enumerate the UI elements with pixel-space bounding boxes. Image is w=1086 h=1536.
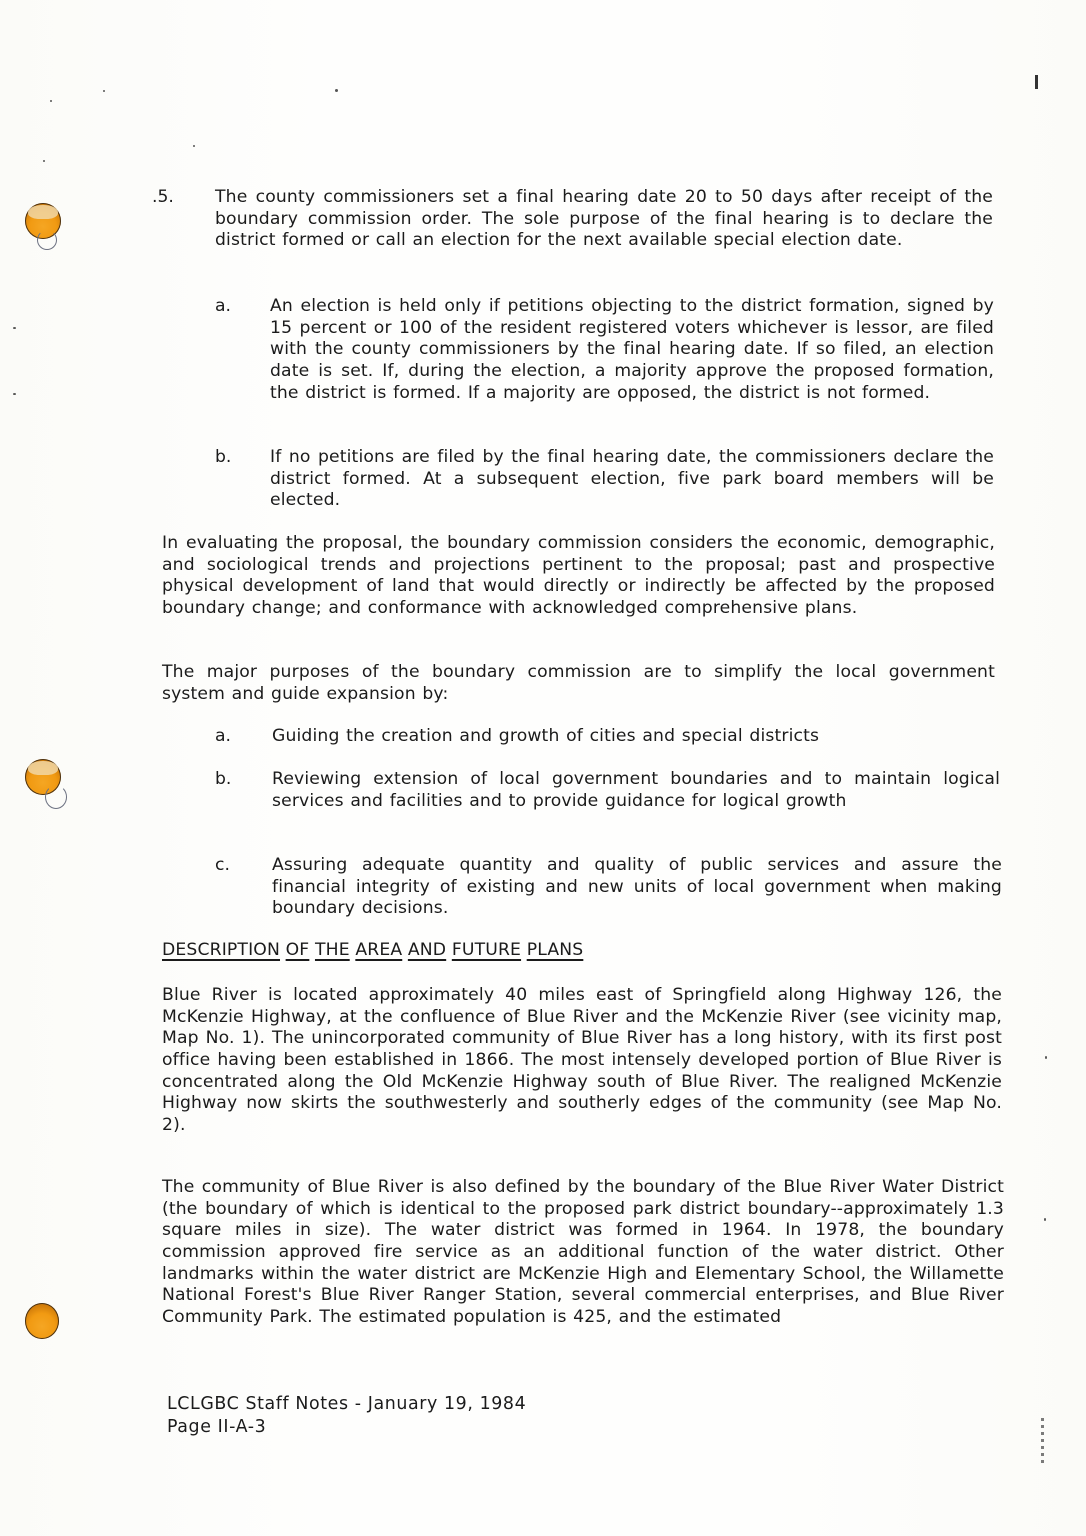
sub-item-letter: b. <box>215 447 232 467</box>
footer-page-number: Page II-A-3 <box>167 1417 267 1437</box>
section-heading <box>162 940 583 962</box>
scan-speck <box>1044 1218 1046 1221</box>
list-item-text: The county commissioners set a final hearing date 20 to 50 days after receipt of the boundary commission order. The sole purpose of the final hearing is to declare the district formed or call an election for the next available special election date. <box>215 187 993 251</box>
sub-item-text: An election is held only if petitions objecting to the district formation, signed by 15 percent or 100 of the resident registered voters whichever is lessor, are filed with the county commissioners by the final hearing date. If so filed, an election date is set. If, during the election, a majority approve the proposed formation, the district is formed. If a majority are opposed, the district is not formed. <box>270 296 994 403</box>
scan-speck <box>335 89 338 92</box>
heading-word: THE <box>314 940 350 960</box>
punch-hole-ring <box>45 785 67 809</box>
scan-speck <box>50 100 52 102</box>
purpose-letter: c. <box>215 855 230 875</box>
scan-speck <box>43 160 45 162</box>
scan-mark <box>1041 1418 1044 1466</box>
heading-word: DESCRIPTION <box>162 940 280 960</box>
paragraph-evaluation-criteria: In evaluating the proposal, the boundary commission considers the economic, demographic, and sociological trends and projections pertinent to the proposal; past and prospective physical development of land that would directly or indirectly be affected by the proposed boundary change; and conformance with acknowledged comprehensive plans. <box>162 533 995 618</box>
scan-speck <box>13 393 16 395</box>
purpose-text: Assuring adequate quantity and quality of public services and assure the financial integrity of existing and new units of local government when making boundary decisions. <box>272 855 1002 919</box>
purpose-letter: b. <box>215 769 232 789</box>
sub-item-letter: a. <box>215 296 231 316</box>
scan-speck <box>103 90 105 92</box>
purpose-text: Reviewing extension of local government boundaries and to maintain logical services and facilities and to provide guidance for logical growth <box>272 769 1000 811</box>
sub-item-text: If no petitions are filed by the final hearing date, the commissioners declare the district formed. At a subsequent election, five park board members will be elected. <box>270 447 994 511</box>
scan-speck <box>1045 1056 1047 1059</box>
list-item-number: .5. <box>152 187 174 207</box>
punch-hole-mark <box>25 1303 59 1339</box>
footer-staff-notes: LCLGBC Staff Notes - January 19, 1984 <box>167 1394 527 1414</box>
paragraph-location: Blue River is located approximately 40 miles east of Springfield along Highway 126, the McKenzie Highway, at the confluence of Blue River and the McKenzie River (see vicinity map, Map No. 1). The unincorporated community of Blue River has a long history, with its first post office having been established in 1866. The most intensely developed portion of Blue River is concentrated along the Old McKenzie Highway south of Blue River. The realigned McKenzie Highway now skirts the southwesterly and southerly edges of the community (see Map No. 2). <box>162 985 1002 1135</box>
heading-word: OF <box>285 940 310 960</box>
scan-speck <box>13 327 16 329</box>
scan-mark <box>1035 75 1038 89</box>
heading-word: AND <box>407 940 447 960</box>
paragraph-purposes-intro: The major purposes of the boundary commission are to simplify the local government system and guide expansion by: <box>162 662 995 704</box>
scan-speck <box>193 145 195 147</box>
heading-word: FUTURE <box>451 940 522 960</box>
punch-hole-ring <box>37 230 57 250</box>
purpose-letter: a. <box>215 726 231 746</box>
heading-word: AREA <box>355 940 403 960</box>
heading-word: PLANS <box>526 940 584 960</box>
purpose-text: Guiding the creation and growth of cities and special districts <box>272 726 820 746</box>
paragraph-community: The community of Blue River is also defined by the boundary of the Blue River Water District (the boundary of which is identical to the proposed park district boundary--approximately 1.3 square miles in size). The water district was formed in 1964. In 1978, the boundary commission approved fire service as an additional function of the water district. Other landmarks within the water district are McKenzie High and Elementary School, the Willamette National Forest's Blue River Ranger Station, several commercial enterprises, and Blue River Community Park. The estimated population is 425, and the estimated <box>162 1177 1004 1327</box>
